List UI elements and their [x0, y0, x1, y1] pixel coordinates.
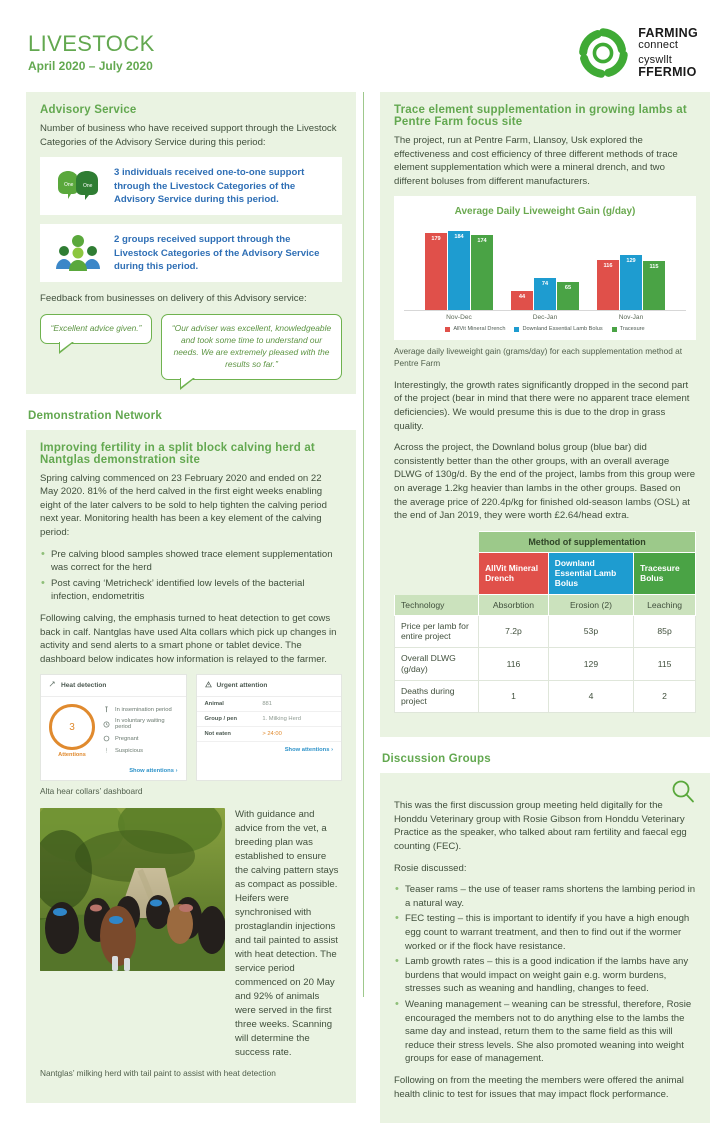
trace-paragraph-1: The project, run at Pentre Farm, Llansoy, Usk explored the effectiveness and cost efficiency of three different methods of trace element supplementation which were a mineral drench, and two different boluses from different manufacturers.: [394, 135, 678, 187]
bar-nov-dec-tracesure: [471, 235, 493, 310]
table-row: [395, 648, 696, 680]
table-header-tracesure: Tracesure Bolus: [634, 552, 696, 594]
table-cell: 2: [634, 680, 696, 712]
urgent-attention-title: Urgent attention: [216, 682, 268, 690]
table-row-label: Overall DLWG (g/day): [395, 648, 479, 680]
show-attentions-link-right[interactable]: Show attentions ›: [284, 747, 333, 754]
discussion-paragraph-2: Rosie discussed:: [394, 862, 467, 874]
svg-text:2: 2: [74, 174, 77, 181]
photo-and-text: [40, 808, 342, 1060]
farming-connect-swirl-icon: [576, 26, 630, 80]
legend-label: Tracesure: [619, 326, 645, 333]
left-column: [26, 92, 356, 1103]
two-heads-icon: [52, 166, 104, 206]
table-row-label: Price per lamb for entire project: [395, 615, 479, 647]
photo-caption: Nantglas’ milking herd with tail paint to assist with heat detection: [40, 1067, 276, 1078]
table-cell: Erosion (2): [548, 594, 633, 615]
bar-nov-dec-downland: [448, 231, 470, 310]
table-row: [395, 552, 696, 594]
page-title: LIVESTOCK: [28, 31, 155, 56]
table-row: [197, 697, 342, 712]
list-item: [103, 735, 178, 742]
discussion-paragraph-3: Following on from the meeting the members were offered the animal health clinic to test for issues that may impact flock performance.: [394, 1075, 684, 1100]
bar-dec-jan-tracesure: [557, 282, 579, 310]
list-item: • Pre calving blood samples showed trace element supplementation was correct for the herd: [40, 548, 342, 575]
right-column: [380, 92, 710, 1123]
quote-bubble-1: “Excellent advice given.”: [40, 314, 152, 344]
advisory-heading: Advisory Service: [40, 104, 137, 116]
page-header: [28, 32, 155, 73]
table-cell: 115: [634, 648, 696, 680]
legend-swatch: [445, 327, 450, 332]
heat-detection-card[interactable]: [40, 674, 187, 781]
table-cell: Absorbtion: [479, 594, 549, 615]
stat-card-groups-text: 2 groups received support through the Livestock Categories of the Advisory Service during this period.: [114, 234, 320, 272]
brand-logo: [576, 26, 698, 80]
urgent-attention-header: [197, 675, 342, 697]
table-header-downland: Downland Essential Lamb Bolus: [548, 552, 633, 594]
group-of-people-icon: [52, 233, 104, 273]
suspicious-icon: [103, 747, 110, 754]
list-item: [103, 747, 178, 754]
table-row-label-technology: Technology: [395, 594, 479, 615]
page-subtitle: April 2020 – July 2020: [28, 59, 153, 74]
table-cell: 7.2p: [479, 615, 549, 647]
list-item-label: In voluntary waiting period: [115, 718, 165, 731]
demonstration-paragraph-2: Following calving, the emphasis turned to heat detection to get cows back in calf. Nantglas have used Alta collars which pick up changes in activity and send alerts to a smart phone or tablet device. The dashboard below indicates how information is relayed to the farmer.: [40, 613, 337, 665]
feedback-label: Feedback from businesses on delivery of this Advisory service:: [40, 293, 307, 305]
bar-dec-jan-downland: [534, 278, 556, 310]
row-value: 1. Milking Herd: [262, 716, 301, 723]
legend-item-tracesure: [612, 326, 645, 332]
legend-label: AllVit Mineral Drench: [453, 326, 506, 333]
bar-nov-jan-allvit: [597, 260, 619, 310]
demonstration-panel: [26, 430, 356, 1103]
bar-value: 179: [431, 236, 441, 243]
x-tick-label: Dec-Jan: [532, 314, 558, 322]
attentions-label: Attentions: [58, 752, 86, 759]
table-row: [197, 727, 342, 742]
photo-side-text: With guidance and advice from the vet, a breeding plan was established to ensure the calving pattern stays as compact as possible. Heifers were synchronised with prostaglandin injections and tail painted to assist with heat detection. The service period commenced on 20 May and 92% of animals were served in the first three weeks. Scanning will determine the success rate.: [235, 808, 339, 1058]
discussion-paragraph-1: This was the first discussion group meeting held digitally for the Honddu Veterinary group with Rosie Gibson from Honddu Veterinary Practice as the speaker, who talked about ram fertility and faecal egg counting (FEC).: [394, 800, 687, 852]
trace-element-panel: [380, 92, 710, 737]
brand-line-ffermio: FFERMIO: [638, 65, 697, 80]
bar-group-nov-dec: [420, 231, 498, 310]
demonstration-network-label: Demonstration Network: [28, 409, 162, 422]
list-item: • FEC testing – this is important to identify if you have a high enough egg count to warrant treatment, and then to find out if the wormer worked or if the flock have resistance.: [394, 912, 696, 953]
table-row-label: Deaths during project: [395, 680, 479, 712]
legend-swatch: [612, 327, 617, 332]
table-cell: 53p: [548, 615, 633, 647]
chart-plot-area: [404, 225, 686, 311]
trace-paragraph-2: Interestingly, the growth rates significantly dropped in the second part of the project (bear in mind that there were no apparent trace element deficiencies). We would presume this is due to the drop in grass quality.: [394, 379, 690, 432]
trace-paragraph-3: Across the project, the Downland bolus group (blue bar) did consistently better than the other groups, with an overall average DLWG of 130g/d. By the end of the project, lambs from this group were on average 1.2kg heavier than lambs in the other groups. Based on the average price of 220.4p/kg for finished old-season lambs (OSL) at the end of Jan 2019, they were worth £2.64/head extra.: [394, 442, 696, 522]
heat-detection-header: [41, 675, 186, 697]
dlwg-bar-chart: [394, 196, 696, 340]
brand-line-connect: connect: [638, 38, 679, 51]
brand-line-farming: FARMING: [638, 26, 698, 41]
chart-x-axis: [404, 311, 686, 321]
bar-nov-dec-allvit: [425, 233, 447, 310]
stat-card-groups: [40, 224, 342, 282]
cattle-herd-photo: [40, 808, 225, 971]
bar-value: 74: [541, 281, 549, 288]
list-item: • Post caving ‘Metricheck’ identified low levels of the bacterial infection, endometritis: [40, 577, 342, 604]
heat-detection-title: Heat detection: [61, 682, 107, 690]
table-cell: 1: [479, 680, 549, 712]
bar-value: 44: [518, 294, 526, 301]
discussion-bullets: [394, 883, 696, 1066]
heat-detection-icon: [49, 681, 56, 690]
bar-dec-jan-allvit: [511, 291, 533, 310]
list-item: • Weaning management – weaning can be stressful, therefore, Rosie encouraged the members not to do anything else to the lambs the same day and instead, return them to the same field as this will reduce their stress levels. She also promoted weaning into weight groups for ease of management.: [394, 998, 696, 1066]
table-row: [395, 594, 696, 615]
bar-value: 65: [564, 285, 572, 292]
row-value: 881: [262, 701, 272, 708]
heat-detection-body: [41, 697, 186, 763]
list-item-label: Suspicious: [115, 747, 144, 754]
clock-icon: [103, 721, 110, 728]
x-tick-label: Nov-Dec: [446, 314, 472, 322]
table-cell: 129: [548, 648, 633, 680]
list-item: [103, 706, 178, 713]
legend-item-downland: [514, 326, 602, 332]
pregnant-icon: [103, 735, 110, 742]
bar-nov-jan-tracesure: [643, 261, 665, 310]
trace-heading: Trace element supplementation in growing lambs at Pentre Farm focus site: [394, 104, 687, 128]
brand-line-cyswllt: cyswllt: [638, 54, 673, 66]
discussion-groups-panel: [380, 773, 710, 1123]
list-item-label: In insemination period: [115, 706, 172, 713]
feedback-quotes: [40, 314, 342, 380]
table-cell: 4: [548, 680, 633, 712]
bar-value: 174: [477, 238, 487, 245]
bar-nov-jan-downland: [620, 255, 642, 310]
x-tick-label: Nov-Jan: [618, 314, 644, 322]
bar-group-nov-jan: [592, 255, 670, 310]
chart-caption: Average daily liveweight gain (grams/day) for each supplementation method at Pentre Farm: [394, 346, 683, 368]
row-key: Not eaten: [204, 731, 231, 738]
attentions-count: 3: [49, 704, 95, 750]
quote-bubble-2: “Our adviser was excellent, knowledgeable and took some time to understand our needs. We are extremely pleased with the results so far.”: [161, 314, 342, 380]
warning-triangle-icon: [205, 681, 212, 690]
table-corner-blank: [395, 531, 479, 552]
heat-detection-status-list: [103, 704, 178, 758]
stat-card-individuals-text: 3 individuals received one-to-one support through the Livestock Categories of the Advisory Service during this period.: [114, 167, 305, 205]
table-row: [197, 712, 342, 727]
svg-text:One: One: [83, 183, 93, 190]
show-attentions-link-left[interactable]: Show attentions ›: [129, 768, 178, 775]
list-item: • Lamb growth rates – this is a good indication if the lambs have any burdens that would impact on weight gain e.g. worm burdens, stresses such as weaning and handling, changes to feed.: [394, 955, 696, 996]
attentions-gauge: [49, 704, 95, 758]
table-cell: 85p: [634, 615, 696, 647]
bar-value: 184: [454, 234, 464, 241]
supplementation-table: [394, 531, 696, 713]
table-row: [395, 531, 696, 552]
row-value: > 24:00: [262, 731, 282, 738]
table-cell: Leaching: [634, 594, 696, 615]
brand-wordmark: [638, 27, 698, 79]
legend-item-allvit: [445, 326, 505, 332]
list-item-label: Pregnant: [115, 735, 139, 742]
chart-legend: [404, 326, 686, 332]
legend-label: Downland Essential Lamb Bolus: [522, 326, 603, 333]
row-key: Group / pen: [204, 716, 238, 723]
table-spanner-header: Method of supplementation: [479, 531, 696, 552]
legend-swatch: [514, 327, 519, 332]
column-divider: [363, 92, 364, 997]
discussion-groups-label: Discussion Groups: [382, 753, 491, 766]
table-corner-blank-2: [395, 552, 479, 594]
table-row: [395, 615, 696, 647]
alta-dashboard: [40, 674, 342, 781]
bar-value: 115: [649, 264, 659, 271]
insemination-icon: [103, 706, 110, 713]
advisory-service-panel: [26, 92, 356, 394]
bar-group-dec-jan: [506, 278, 584, 310]
list-item: [103, 718, 178, 730]
magnifier-icon: [670, 779, 696, 810]
stat-card-individuals: [40, 157, 342, 215]
row-key: Animal: [204, 701, 224, 708]
demonstration-bullets: [40, 548, 342, 604]
table-row: [395, 680, 696, 712]
dashboard-caption: Alta hear collars’ dashboard: [40, 786, 143, 797]
bar-value: 116: [603, 263, 613, 270]
table-header-allvit: AllVit Mineral Drench: [479, 552, 549, 594]
list-item: • Teaser rams – the use of teaser rams shortens the lambing period in a natural way.: [394, 883, 696, 910]
urgent-attention-card[interactable]: [196, 674, 343, 781]
demonstration-heading: Improving fertility in a split block calving herd at Nantglas demonstration site: [40, 441, 315, 466]
svg-text:One: One: [64, 182, 74, 189]
chart-title: Average Daily Liveweight Gain (g/day): [454, 206, 636, 218]
advisory-intro: Number of business who have received support through the Livestock Categories of the Advisory Service during this period:: [40, 123, 337, 148]
demonstration-paragraph-1: Spring calving commenced on 23 February 2020 and ended on 22 May 2020. 81% of the herd calved in the first eight weeks enabling eight of the later calvers to be sold to help tighten the calving period next year. Monitoring health has been a key element of the calving period:: [40, 472, 327, 538]
bar-value: 129: [626, 258, 636, 265]
table-cell: 116: [479, 648, 549, 680]
